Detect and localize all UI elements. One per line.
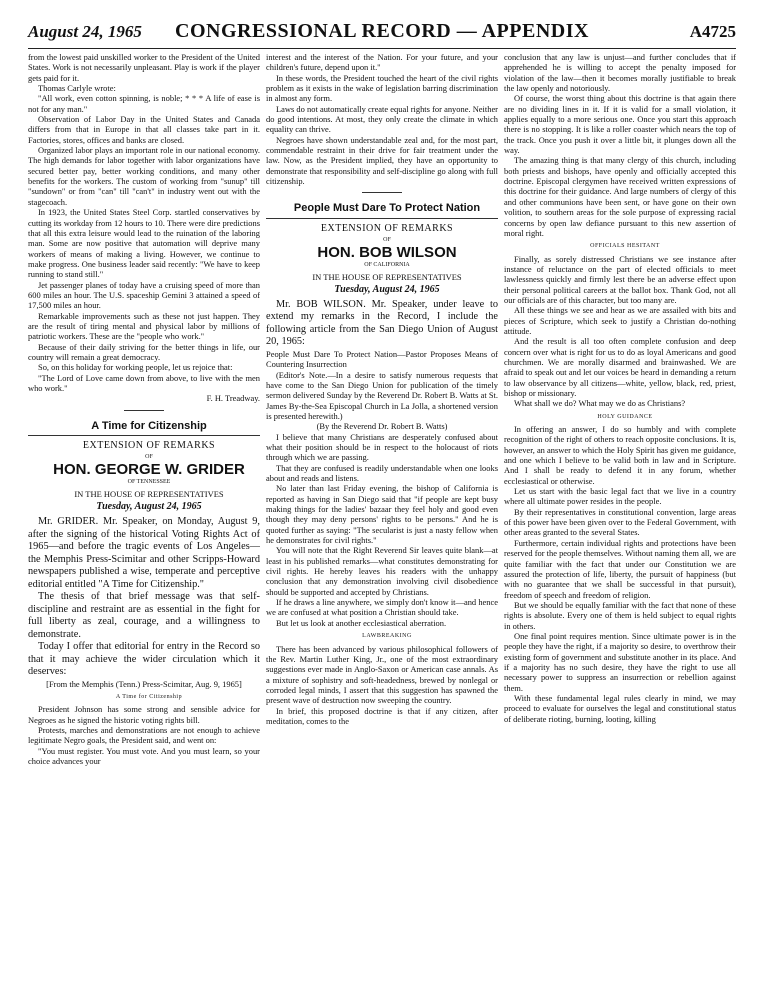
paragraph: In these words, the President touched the heart of the civil rights problem as it exists in the wake of legislation barring discrimination in almost any form. (266, 72, 498, 104)
of-label: OF (383, 237, 391, 244)
section-title: People Must Dare To Protect Nation (293, 202, 481, 215)
page-header (28, 22, 736, 48)
paragraph: But we should be equally familiar with the fact that none of these rights is absolute. Every one of them is held subject to equal rights in others. (504, 599, 736, 631)
paragraph: In brief, this proposed doctrine is that if any citizen, after meditation, comes to the (266, 705, 498, 726)
paragraph: Today I offer that editorial for entry in the Record so that it may achieve the wider circulation which it deserves: (28, 641, 260, 678)
remarks-date: Tuesday, August 24, 1965 (96, 500, 202, 512)
column-1 (28, 52, 260, 982)
paragraph: That they are confused is readily understandable when one looks about and reads and listens. (266, 462, 498, 483)
article-heading: People Must Dare To Protect Nation—Pastor Proposes Means of Countering Insurrection (266, 348, 498, 370)
extension-heading: EXTENSION OF REMARKS (266, 218, 498, 234)
paragraph: And the result is all too often complete confusion and deep concern over what is right for us to do as loyal Americans and good churchmen. We are morally disarmed and brainwashed. We are afraid to speak out and let our voices be heard in demanding a return to law observance by all citizens—white, yellow, black, red, priest, bishop or missionary. (504, 336, 736, 398)
paragraph: Mr. BOB WILSON. Mr. Speaker, under leave to extend my remarks in the Record, I include the following article from the San Diego Union of August 20, 1965: (266, 298, 498, 348)
source-line: [From the Memphis (Tenn.) Press-Scimitar, Aug. 9, 1965] (46, 678, 242, 689)
paragraph: I believe that many Christians are desperately confused about what their position should be in respect to the holocaust of riots through which we are passing. (266, 431, 498, 463)
paragraph: Negroes have shown understandable zeal and, for the most part, commendable restraint in their drive for fair treatment under the law. Now, as the President implied, they have an opportunity to demonstrate that responsibility and self-discipline go along with full citizenship. (266, 134, 498, 187)
paragraph: Of course, the worst thing about this doctrine is that again there are no dividing lines in it. If it is valid for a small violation, it applies equally to a more serious one. Once you start this approach there is no stopping. It is like a roller coaster which nears the top of the track. Once you push it over a little bit, it plunges down all the way. (504, 93, 736, 156)
paragraph: "You must register. You must vote. And you must learn, so your choice advances your (28, 745, 260, 766)
divider (124, 410, 164, 411)
article-subheading: LAWBREAKING (362, 633, 412, 640)
paragraph: With these fundamental legal rules clearly in mind, we may proceed to evaluate for ourselves the legal and constitutional status of deliberate rioting, burning, looting, killing (504, 692, 736, 724)
signature: F. H. Treadway. (206, 393, 260, 404)
paragraph: So, on this holiday for working people, let us rejoice that: (38, 362, 233, 373)
paragraph: Remarkable improvements such as these not just happen. They are the result of tiring mental and physical labor by millions of patriotic workers. These are the "people who work." (28, 310, 260, 342)
paragraph: In offering an answer, I do so humbly and with complete recognition of the right of others to reach opposite conclusions. It is, however, an answer to which the Holy Spirit has given me guidance, and one which I believe to be valid both in law and in Scripture. And I shall be ready to defend it in any forum, whether ecclesiastical or otherwise. (504, 424, 736, 486)
paragraph: But let us look at another ecclesiastical aberration. (276, 617, 447, 628)
remarks-date: Tuesday, August 24, 1965 (334, 283, 440, 295)
page-number: A4725 (689, 22, 736, 41)
divider (362, 192, 402, 193)
paragraph: Because of their daily striving for the better things in life, our country will remain a great democracy. (28, 341, 260, 362)
house-label: IN THE HOUSE OF REPRESENTATIVES (312, 272, 462, 283)
extension-heading: EXTENSION OF REMARKS (28, 435, 260, 451)
paragraph: (Editor's Note.—In a desire to satisfy numerous requests that have come to the San Diego Union for publication of the timely sermon delivered Sunday by the Reverend Dr. Robert B. Watts at St. James By-the-Sea Episcopal Church in La Jolla, a shortened version is presented herewith.) (266, 369, 498, 421)
paragraph: The amazing thing is that many clergy of this church, including both priests and bishops, have openly and officially accepted this doctrine. Episcopal clergymen have received written expressions of this doctrine for their guidance. And large numbers of clergy of this and other communions have been sent, or have gone on their own volition, to southern areas for the sole purpose of expressing racial concerns by open law defiance pursuant to this new assertion of moral right. (504, 155, 736, 238)
section-title: A Time for Citizenship (91, 419, 207, 432)
paragraph: Let us start with the basic legal fact that we live in a country where all ultimate power resides in the people. (504, 486, 736, 507)
paragraph: You will note that the Right Reverend Sir leaves quite blank—at least in his published remarks—what constitutes demonstrating for civil rights. He hereby leaves his readers with the unhappy conclusion that any demonstration involving civil disobedience should be supported and accepted by Christians. (266, 545, 498, 597)
header-date: August 24, 1965 (28, 22, 142, 41)
paragraph: One final point requires mention. Since ultimate power is in the people they have the right, if a majority so desire, to overthrow their existing form of government and substitute another in its place. And if a majority has no such desire, they have the right to use all necessary power to suppress an insurrection or rebellion against them. (504, 630, 736, 693)
paragraph: The thesis of that brief message was that self-discipline and restraint are as essential in the fight for full liberty as zeal, courage, and a willingness to demonstrate. (28, 591, 260, 640)
paragraph: Jet passenger planes of today have a cruising speed of more than 600 miles an hour. The U.S. spaceship Gemini 3 attained a speed of 17,500 miles an hour. (28, 279, 260, 311)
paragraph: Finally, as sorely distressed Christians we see instance after instance of reluctance on the part of elected officials to meet lawlessness quickly and firmly lest there be an adverse effect upon their personal political careers at the ballot box. Thank God, not all our officials are of this character, but too many are. (504, 253, 736, 305)
article-subheading: A Time for Citizenship (115, 693, 183, 700)
paragraph: No later than last Friday evening, the bishop of California is reported as having in San Diego said that "if people are kept busy making things for the ladies' bazaar they feel holy and good even though they may deny persons' rights to be persons." And he is quoted further as saying: "The secularist is just a nasty fellow when he demonstrates for civil rights." (266, 483, 498, 546)
paragraph: Laws do not automatically create equal rights for anyone. Neither do good intentions. At most, they only create the climate in which equality can thrive. (266, 103, 498, 135)
byline: (By the Reverend Dr. Robert B. Watts) (316, 421, 448, 432)
quote: "The Lord of Love came down from above, to live with the men who work." (28, 372, 260, 393)
of-label: OF (145, 454, 153, 461)
member-name: HON. BOB WILSON (317, 243, 457, 261)
paragraph: What shall we do? What may we do as Christians? (514, 398, 686, 409)
article-subheading: HOLY GUIDANCE (597, 413, 653, 420)
paragraph: conclusion that any law is unjust—and further concludes that if apprehended he is willing to accept the penalty imposed for violation of the law—then it becomes morally justifiable to break the law openly and notoriously. (504, 52, 736, 94)
header-title: CONGRESSIONAL RECORD — APPENDIX (175, 20, 589, 42)
paragraph: Furthermore, certain individual rights and protections have been reserved for the people themselves. Without naming them all, we are quite familiar with the fact that under our Constitution we are assured the protection of life, liberty, the pursuit of happiness (but with no guarantee that we shall be successful in that pursuit), freedom of speech and freedom of religion. (504, 537, 736, 600)
paragraph: President Johnson has some strong and sensible advice for Negroes as he signed the historic voting rights bill. (28, 704, 260, 725)
paragraph: Thomas Carlyle wrote: (38, 83, 116, 94)
column-2 (266, 52, 498, 982)
paragraph: Mr. GRIDER. Mr. Speaker, on Monday, August 9, after the signing of the historical Voting Rights Act of 1965—and before the tragic events of Los Angeles—the Memphis Press-Scimitar and other Scripps-Howard newspapers published a wise, temperate and perceptive editorial entitled "A Time for Citizenship." (28, 516, 260, 590)
paragraph: There has been advanced by various philosophical followers of the Rev. Martin Luther King, Jr., one of the most extraordinary suggestions ever made in Anglo-Saxon or American case annals. As a mixture of sophistry and soft-headedness, brewed by nonlegal or corroded legal minds, I assert that this suggestion has spawned the present wave of destruction now sweeping the country. (266, 643, 498, 706)
paragraph: Observation of Labor Day in the United States and Canada differs from that in Europe in that all classes take part in it. Factories, stores, offices and banks are closed. (28, 114, 260, 145)
paragraph: from the lowest paid unskilled worker to the President of the United States. Work is not necessarily unpleasant. Play is work if the player gets paid for it. (28, 52, 260, 83)
paragraph: In 1923, the United States Steel Corp. startled conservatives by cutting its workday from 12 hours to 10. There were dire predictions that all this extra leisure would lead to the ruination of the laboring man. Some are now positive that automation will deprive many workers of means of making a living. However, we continue to make progress. One business leader said recently: "We have to keep running to stand still." (28, 207, 260, 280)
paragraph: By their representatives in constitutional convention, large areas of this power have been given over to the Federal Government, with other areas granted to the several States. (504, 506, 736, 538)
member-state: OF TENNESSEE (127, 479, 171, 486)
header-rule (28, 48, 736, 49)
quote: "All work, even cotton spinning, is noble; * * * A life of ease is not for any man." (28, 93, 260, 114)
paragraph: Protests, marches and demonstrations are not enough to achieve legitimate Negro goals, the President said, and went on: (28, 724, 260, 746)
paragraph: All these things we see and hear as we are assailed with bits and pieces of Scripture, which seek to justify a Christian do-nothing attitude. (504, 305, 736, 336)
member-name: HON. GEORGE W. GRIDER (53, 460, 245, 478)
member-state: OF CALIFORNIA (364, 261, 410, 268)
house-label: IN THE HOUSE OF REPRESENTATIVES (74, 489, 224, 500)
column-3 (504, 52, 736, 982)
paragraph: Organized labor plays an important role in our national economy. The high demands for labor together with labor organizations have secured better pay, better working conditions, and many other benefits for the workers. The custom of working from "sunup" till "sundown" or from "can" till "can't" in industry went out with the stagecoach. (28, 145, 260, 207)
paragraph: If he draws a line anywhere, we simply don't know it—and hence we are confused at what position a Christian should take. (266, 597, 498, 618)
article-subheading: OFFICIALS HESITANT (590, 243, 660, 250)
paragraph: interest and the interest of the Nation. For your future, and your children's future, depend upon it." (266, 52, 498, 73)
